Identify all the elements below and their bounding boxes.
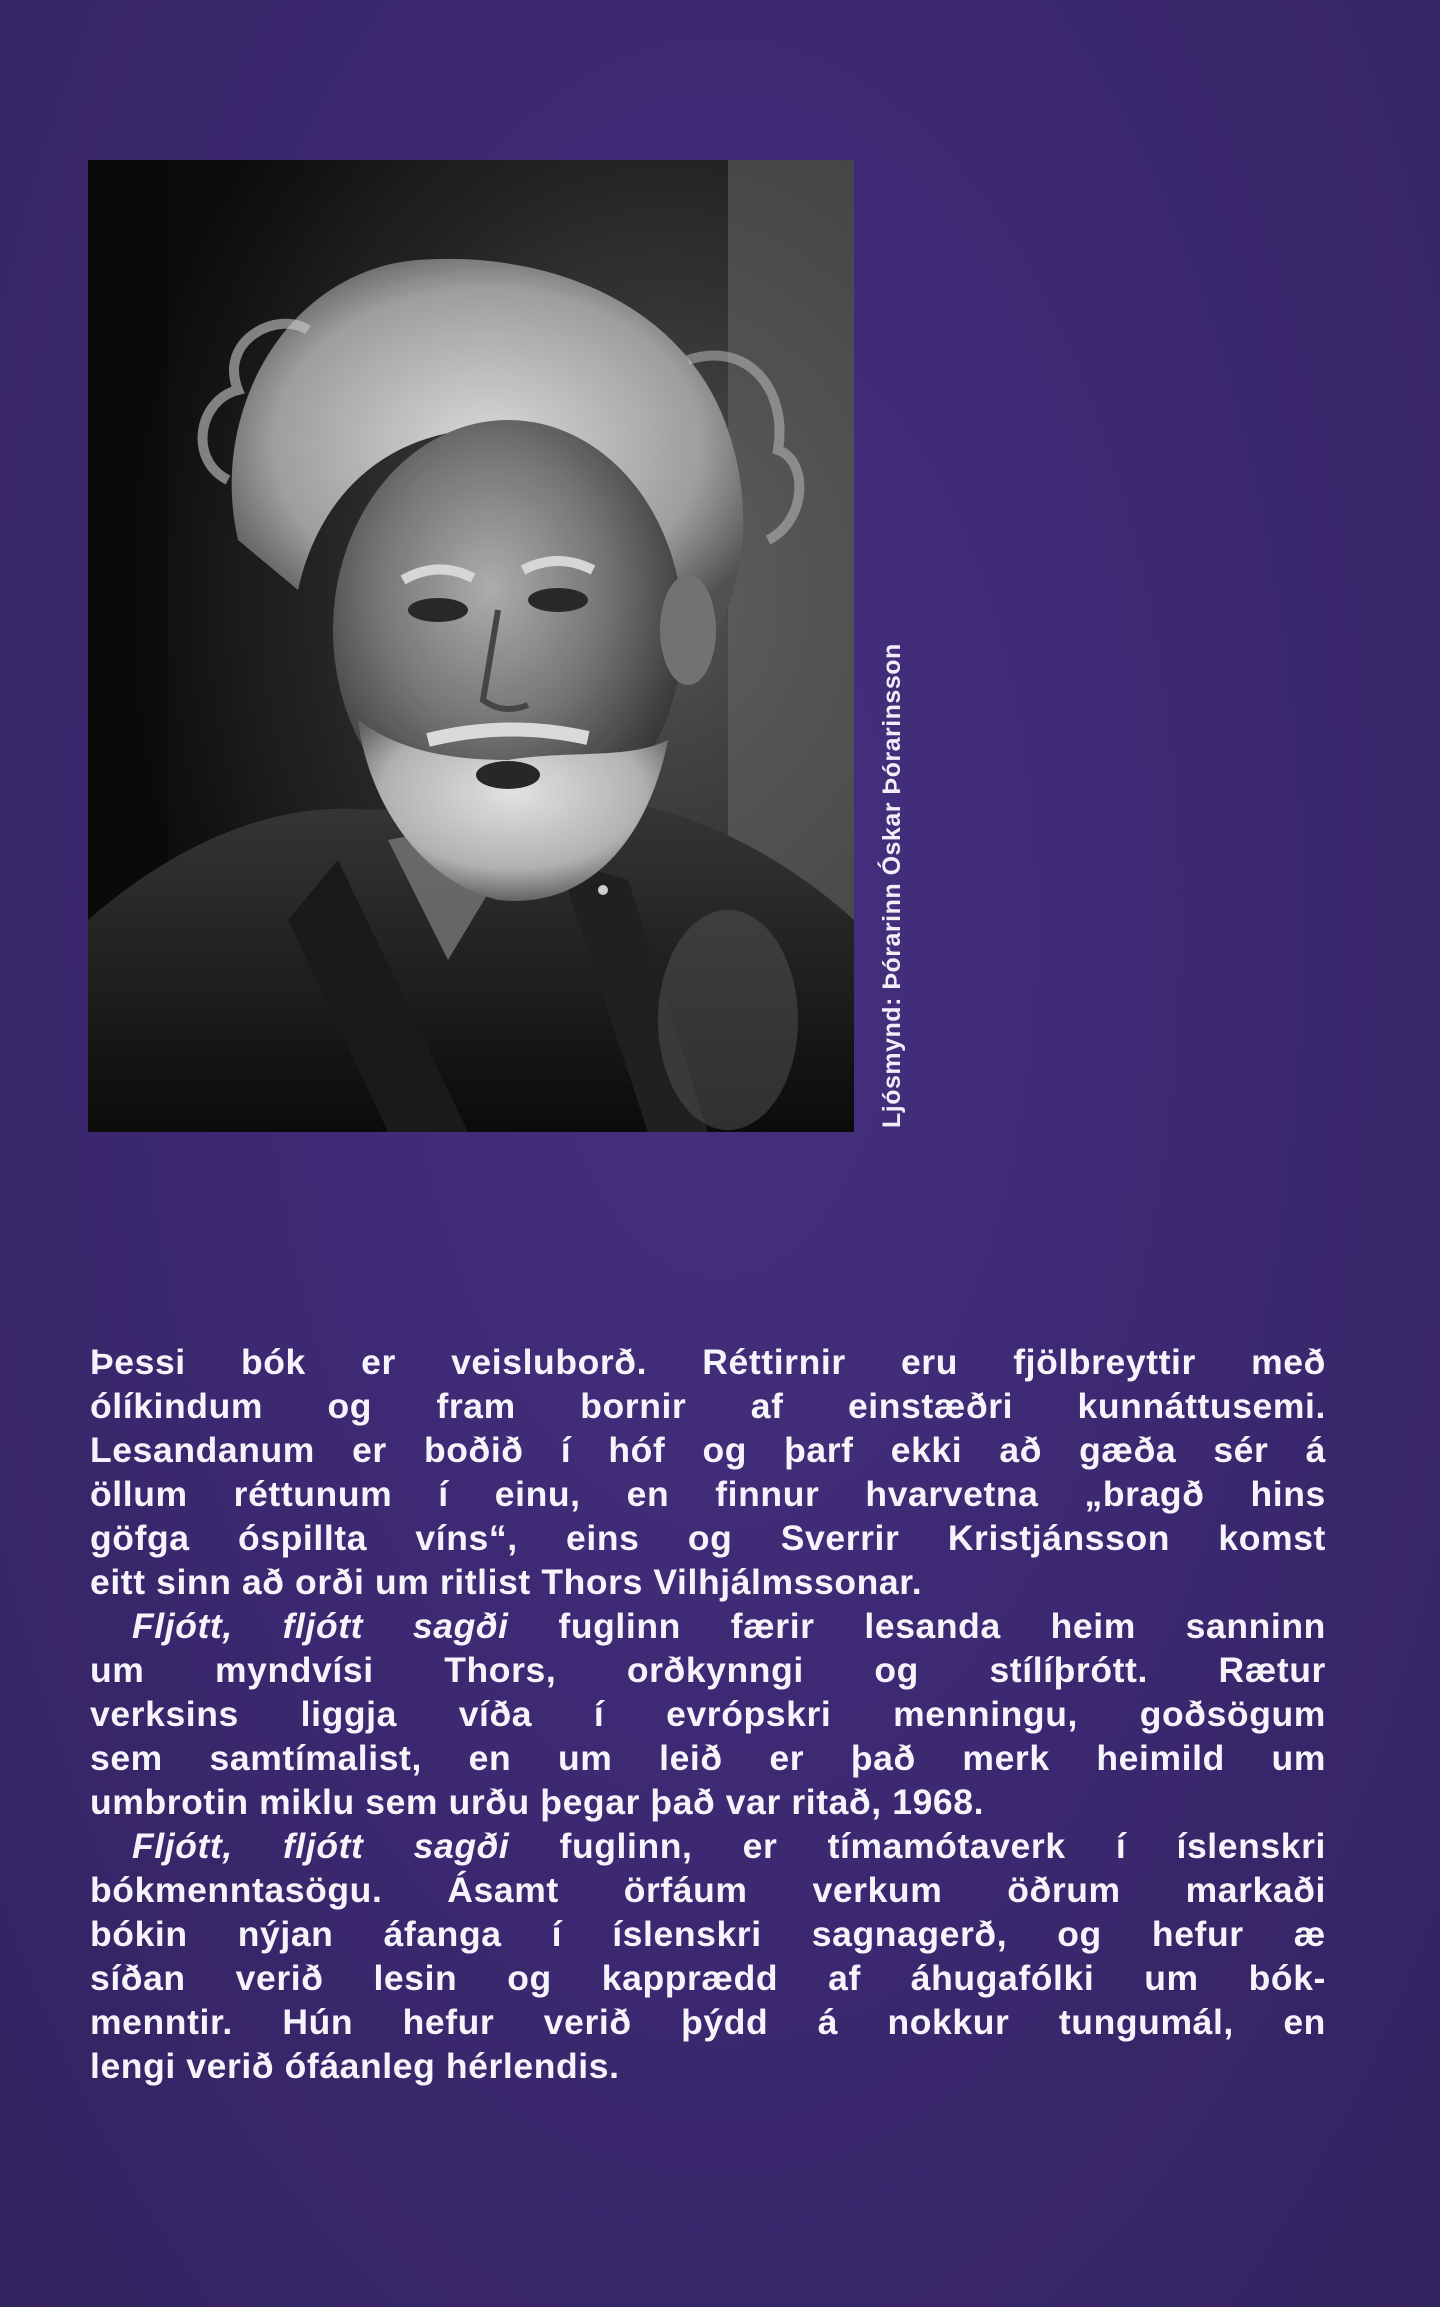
blurb-word: um [90,1650,145,1690]
blurb-word: fljótt [282,1826,364,1866]
blurb-word: Hún [282,2002,354,2042]
blurb-word: æ [1293,1914,1326,1954]
blurb-word: bókmenntasögu. [90,1870,383,1910]
blurb-word: evrópskri [666,1694,832,1734]
blurb-word: síðan [90,1958,186,1998]
blurb-word: og [327,1386,373,1426]
author-portrait-photo [88,160,854,1132]
blurb-word: í [1115,1826,1127,1866]
blurb-word: nýjan [237,1914,334,1954]
blurb-word: fram [436,1386,516,1426]
blurb-word: verið [543,2002,632,2042]
blurb-word: öðrum [1007,1870,1121,1910]
blurb-word: liggja [300,1694,397,1734]
blurb-word: menningu, [893,1694,1078,1734]
blurb-word: eins [566,1518,640,1558]
blurb-word: sagnagerð, [811,1914,1008,1954]
blurb-word: hóf [608,1430,666,1470]
blurb-word: í [438,1474,449,1514]
blurb-word: lesin [373,1958,458,1998]
blurb-word: á [1305,1430,1326,1470]
blurb-word: sagði [413,1826,510,1866]
blurb-line-6: eitt sinn að orði um ritlist Thors Vilhjálmssonar. [90,1562,923,1602]
blurb-word: en [468,1738,512,1778]
blurb-word: um [1144,1958,1199,1998]
blurb-word: Rætur [1218,1650,1326,1690]
blurb-word: verksins [90,1694,239,1734]
blurb-word: komst [1218,1518,1326,1558]
blurb-word: í [551,1914,563,1954]
blurb-line-3 [90,1428,1326,1472]
blurb-word: áfanga [383,1914,502,1954]
blurb-word: bornir [580,1386,687,1426]
blurb-word: leið [659,1738,723,1778]
blurb-word: Lesandanum [90,1430,315,1470]
blurb-word: er [742,1826,778,1866]
blurb-line-11: umbrotin miklu sem urðu þegar það var ritað, 1968. [90,1782,985,1822]
back-cover-blurb [90,1340,1326,2088]
blurb-word: að [999,1430,1042,1470]
blurb-word: bók [240,1342,306,1382]
blurb-line-2 [90,1384,1326,1428]
blurb-word: öllum [90,1474,188,1514]
blurb-word: stílíþrótt. [989,1650,1148,1690]
blurb-line-9 [90,1692,1326,1736]
blurb-word: hefur [1151,1914,1244,1954]
blurb-line-8 [90,1648,1326,1692]
blurb-word: og [687,1518,733,1558]
photo-credit: Ljósmynd: Þórarinn Óskar Þórarinsson [878,643,906,1128]
blurb-word: víða [458,1694,533,1734]
blurb-word: er [361,1342,396,1382]
blurb-word: sagði [412,1606,509,1646]
blurb-word: finnur [715,1474,820,1514]
blurb-word: en [626,1474,670,1514]
blurb-word: heimild [1096,1738,1225,1778]
blurb-line-12 [90,1824,1326,1868]
blurb-word: hefur [402,2002,495,2042]
blurb-word: Fljótt, [132,1826,233,1866]
blurb-line-17: lengi verið ófáanleg hérlendis. [90,2046,620,2086]
blurb-word: eru [900,1342,958,1382]
blurb-word: sér [1213,1430,1269,1470]
blurb-word: íslenskri [612,1914,762,1954]
blurb-word: fljótt [282,1606,364,1646]
blurb-word: og [702,1430,748,1470]
blurb-word: veisluborð. [451,1342,648,1382]
blurb-word: og [1057,1914,1102,1954]
blurb-word: þýdd [681,2002,769,2042]
blurb-word: kunnáttusemi. [1077,1386,1326,1426]
blurb-word: kapprædd [601,1958,779,1998]
blurb-word: Sverrir [780,1518,900,1558]
blurb-word: bók- [1248,1958,1326,1998]
blurb-line-16 [90,2000,1326,2044]
blurb-word: í [593,1694,605,1734]
blurb-word: og [874,1650,919,1690]
blurb-line-1 [90,1340,1326,1384]
blurb-line-5 [90,1516,1326,1560]
blurb-line-10 [90,1736,1326,1780]
blurb-word: gæða [1079,1430,1177,1470]
blurb-word: ólíkindum [90,1386,264,1426]
blurb-word: einu, [494,1474,581,1514]
blurb-word: það [850,1738,916,1778]
blurb-word: lesanda [864,1606,1001,1646]
blurb-word: Ásamt [447,1870,559,1910]
blurb-word: og [507,1958,552,1998]
blurb-word: hins [1250,1474,1326,1514]
blurb-word: er [769,1738,805,1778]
blurb-word: færir [730,1606,815,1646]
blurb-word: um [1271,1738,1326,1778]
blurb-line-13 [90,1868,1326,1912]
blurb-line-15 [90,1956,1326,2000]
blurb-word: boðið [423,1430,524,1470]
blurb-word: fuglinn [558,1606,681,1646]
blurb-word: heim [1050,1606,1136,1646]
blurb-word: þarf [784,1430,854,1470]
blurb-word: bókin [90,1914,188,1954]
portrait-image [88,160,854,1132]
blurb-word: Fljótt, [132,1606,233,1646]
blurb-word: merk [962,1738,1050,1778]
blurb-word: verið [235,1958,324,1998]
blurb-word: á [817,2002,839,2042]
blurb-word: íslenskri [1176,1826,1326,1866]
blurb-word: fjölbreyttir [1013,1342,1196,1382]
blurb-word: er [352,1430,387,1470]
blurb-word: af [828,1958,861,1998]
blurb-word: samtímalist, [209,1738,422,1778]
blurb-word: Kristjánsson [947,1518,1171,1558]
blurb-word: markaði [1185,1870,1326,1910]
blurb-word: menntir. [90,2002,233,2042]
blurb-word: Þessi [90,1342,186,1382]
blurb-word: hvarvetna [865,1474,1039,1514]
blurb-word: goðsögum [1139,1694,1326,1734]
blurb-word: áhugafólki [910,1958,1095,1998]
blurb-word: Réttirnir [702,1342,846,1382]
blurb-word: óspillta [237,1518,368,1558]
blurb-word: af [750,1386,784,1426]
blurb-word: ekki [890,1430,963,1470]
blurb-word: göfga [90,1518,190,1558]
blurb-word: verkum [812,1870,943,1910]
blurb-word: en [1283,2002,1326,2042]
blurb-word: sanninn [1185,1606,1326,1646]
blurb-line-7 [90,1604,1326,1648]
blurb-word: orðkynngi [626,1650,804,1690]
blurb-word: í [560,1430,572,1470]
blurb-line-14 [90,1912,1326,1956]
blurb-word: um [557,1738,613,1778]
blurb-word: örfáum [623,1870,748,1910]
blurb-word: fuglinn, [559,1826,693,1866]
blurb-word: nokkur [887,2002,1010,2042]
blurb-word: einstæðri [847,1386,1014,1426]
blurb-word: „bragð [1084,1474,1205,1514]
blurb-line-4 [90,1472,1326,1516]
blurb-word: með [1251,1342,1326,1382]
blurb-word: tungumál, [1058,2002,1234,2042]
blurb-word: réttunum [233,1474,393,1514]
blurb-word: Thors, [444,1650,557,1690]
blurb-word: myndvísi [214,1650,374,1690]
blurb-word: tímamótaverk [827,1826,1066,1866]
blurb-word: víns“, [415,1518,518,1558]
blurb-word: sem [90,1738,163,1778]
